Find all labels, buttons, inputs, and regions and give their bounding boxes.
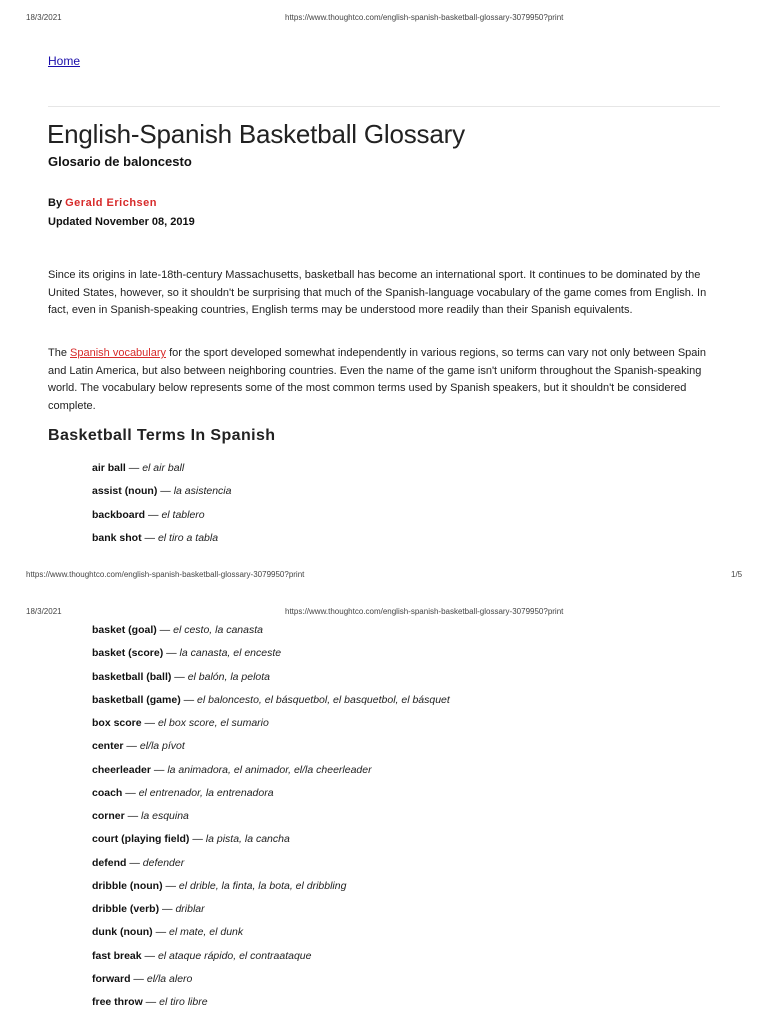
page-number: 1/5 [731, 570, 743, 579]
term-spanish: defender [142, 856, 185, 869]
term-separator: — [124, 810, 142, 822]
term-spanish: el ataque rápido, el contraataque [157, 949, 312, 962]
glossary-item [92, 973, 192, 985]
term-spanish: la pista, la cancha [205, 833, 290, 846]
print-url: https://www.thoughtco.com/english-spanish-basketball-glossary-3079950?print [285, 13, 564, 22]
para2-before: The [48, 347, 71, 359]
glossary-item [92, 671, 270, 683]
term-separator: — [189, 833, 206, 846]
term-english: backboard [92, 508, 146, 521]
term-english: basketball (game) [92, 693, 181, 706]
term-separator: — [162, 879, 179, 892]
term-english: corner [92, 810, 125, 822]
print-date-page2: 18/3/2021 [26, 607, 62, 616]
term-separator: — [142, 996, 160, 1008]
term-spanish: el cesto, la canasta [173, 624, 263, 636]
glossary-item [92, 694, 450, 706]
print-url-page2: https://www.thoughtco.com/english-spanish-basketball-glossary-3079950?print [285, 607, 564, 616]
glossary-item [92, 624, 263, 636]
term-separator: — [122, 786, 139, 799]
term-english: bank shot [92, 531, 142, 544]
term-spanish: el tiro a tabla [157, 531, 219, 544]
term-separator: — [130, 972, 147, 985]
term-separator: — [141, 949, 158, 962]
section-heading: Basketball Terms In Spanish [48, 427, 276, 444]
term-separator: — [123, 740, 140, 753]
glossary-item [92, 926, 243, 938]
term-english: forward [92, 972, 131, 985]
term-spanish: el balón, la pelota [187, 670, 271, 683]
glossary-item [92, 996, 208, 1008]
term-english: dribble (verb) [92, 903, 160, 915]
term-english: coach [92, 786, 123, 799]
glossary-item [92, 532, 218, 544]
glossary-item [92, 833, 290, 845]
glossary-item [92, 509, 205, 521]
page-subtitle: Glosario de baloncesto [48, 154, 192, 169]
term-english: assist (noun) [92, 485, 158, 498]
term-separator: — [180, 693, 198, 706]
byline [48, 197, 157, 209]
footer-url: https://www.thoughtco.com/english-spanish-basketball-glossary-3079950?print [26, 570, 305, 579]
term-spanish: el/la alero [146, 972, 193, 985]
glossary-item [92, 857, 184, 869]
term-separator: — [145, 508, 162, 521]
spanish-vocabulary-link[interactable]: Spanish vocabulary [70, 347, 167, 359]
divider [48, 106, 720, 107]
author-link[interactable]: Gerald Erichsen [65, 197, 157, 209]
glossary-item [92, 740, 185, 752]
second-paragraph [48, 345, 724, 416]
term-spanish: el drible, la finta, la bota, el dribbling [178, 879, 347, 892]
term-english: basketball (ball) [92, 670, 172, 683]
glossary-item [92, 717, 269, 729]
glossary-item [92, 647, 281, 659]
term-spanish: el box score, el sumario [157, 717, 269, 729]
glossary-item [92, 462, 184, 474]
page-title: English-Spanish Basketball Glossary [47, 119, 465, 149]
term-english: box score [92, 717, 142, 729]
term-spanish: driblar [175, 903, 205, 915]
print-date: 18/3/2021 [26, 13, 62, 22]
term-separator: — [152, 926, 169, 939]
term-separator: — [157, 485, 174, 498]
term-spanish: el tiro libre [159, 996, 208, 1008]
term-spanish: el tablero [161, 508, 205, 521]
term-spanish: la canasta, el enceste [179, 647, 282, 660]
term-spanish: la animadora, el animador, el/la cheerleader [167, 763, 372, 776]
term-english: free throw [92, 996, 143, 1008]
term-english: dunk (noun) [92, 926, 153, 939]
glossary-item [92, 880, 346, 892]
glossary-item [92, 810, 189, 822]
by-label: By [48, 197, 63, 209]
glossary-item [92, 485, 231, 497]
term-separator: — [171, 670, 188, 683]
term-english: basket (goal) [92, 624, 157, 636]
term-english: court (playing field) [92, 833, 190, 846]
term-separator: — [150, 763, 168, 776]
glossary-item [92, 903, 205, 915]
term-spanish: el baloncesto, el básquetbol, el basquetbol, el básquet [197, 693, 450, 706]
term-separator: — [141, 717, 158, 729]
intro-paragraph: Since its origins in late-18th-century Massachusetts, basketball has become an international sport. It continues to be dominated by the United States, however, so it shouldn't be surprising that much of the Spanish-language vocabulary of the game comes from English. In fact, even in Spanish-speaking countries, English terms may be understood more readily than their Spanish equivalents. [48, 269, 707, 317]
term-spanish: el/la pívot [139, 740, 185, 753]
term-english: air ball [92, 462, 126, 474]
term-spanish: el air ball [142, 462, 185, 474]
glossary-item [92, 787, 274, 799]
term-english: center [92, 740, 124, 753]
term-spanish: la esquina [141, 810, 189, 822]
term-english: basket (score) [92, 647, 164, 660]
term-english: cheerleader [92, 763, 151, 776]
updated-date: Updated November 08, 2019 [48, 216, 195, 228]
term-spanish: el mate, el dunk [169, 926, 244, 939]
term-english: fast break [92, 949, 142, 962]
term-spanish: el entrenador, la entrenadora [138, 786, 274, 799]
term-separator: — [163, 647, 180, 660]
term-separator: — [126, 856, 143, 869]
term-separator: — [159, 903, 176, 915]
term-english: defend [92, 856, 127, 869]
term-english: dribble (noun) [92, 879, 163, 892]
term-separator: — [156, 624, 174, 636]
para2-after: for the sport developed somewhat independently in various regions, so terms can vary not only between Spain and Latin America, but also between neighboring countries. Even the name of the game isn't uniform throughout the Spanish-speaking world. The vocabulary below represents some of the most common terms used by Spanish speakers, but it shouldn't be considered complete. [48, 347, 706, 413]
glossary-item [92, 764, 372, 776]
term-separator: — [141, 531, 158, 544]
term-spanish: la asistencia [173, 485, 232, 498]
term-separator: — [125, 462, 143, 474]
home-link[interactable]: Home [48, 54, 81, 68]
glossary-item [92, 950, 312, 962]
